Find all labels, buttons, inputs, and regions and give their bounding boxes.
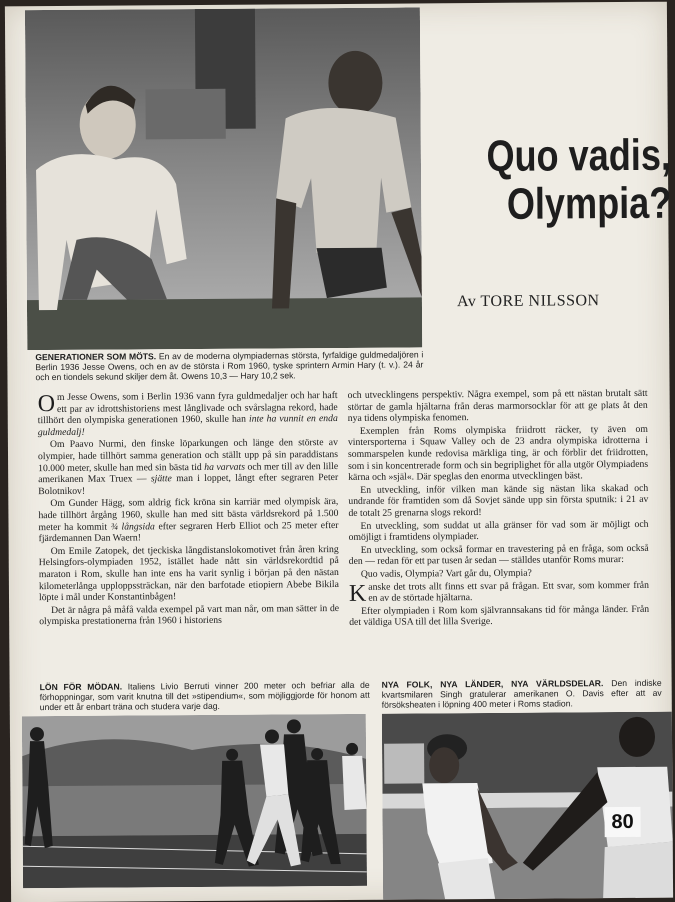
col1-p2-italic1: ha varvats [204, 461, 246, 473]
dropcap-k: K [348, 580, 367, 607]
photo-berruti-race-image [22, 714, 367, 888]
caption-right-text: Den indiske kvartsmilaren Singh gratulerar amerikanen O. Davis efter att av försöksheaten i löpning 400 meter i Roms stadion. [381, 677, 662, 711]
col1-p2-italic2: sjätte [150, 473, 172, 485]
col2-p2: Exemplen från Roms olympiska friidrott räcker, ty även om vintersporterna i Squaw Valley och de 23 andra olympiska idrotterna i sommarspelen kunde redovisa märkliga ting, är och förblir det friidrotten, som i sin koncentrerade form och sin begriplighet för alla utgör Olympiadens kärna och »själ«. Där speglas den enorma utvecklingen bäst. [347, 423, 649, 484]
caption-left-text: Italiens Livio Berruti vinner 200 meter och befriar alla de förhoppningar, som varit knutna till det »stipendium«, som möjliggjorde för honom att under ett år enbart träna och studera varje dag. [39, 679, 370, 713]
col2-p6: Quo vadis, Olympia? Vart går du, Olympia? [360, 567, 532, 580]
col2-p4: En utveckling, som suddat ut alla gränser för vad som är möjligt och omöjligt i framtidens olympiader. [348, 518, 649, 544]
dropcap-o: O [37, 390, 56, 418]
photo-berruti-race [22, 714, 367, 888]
photo-singh-davis-image [382, 712, 673, 900]
photo-singh-davis [382, 712, 673, 900]
text-column-2 [348, 388, 650, 630]
col2-p5: En utveckling, som också formar en travestering på en fråga, som också den — redan för ett par tusen år sedan — ställdes utanför Roms murar: [348, 542, 649, 568]
col1-p3-italic: ¾ långsida [110, 520, 155, 533]
caption-top-text: En av de moderna olympiadernas största, fyrfaldige guldmedaljören i Berlin 1936 Jesse Owens, och en av de största i Rom 1960, tyske sprintern Armin Hary (t. v.). 24 år och en tiondels sekund skiljer dem åt. Owens 10,3 — Hary 10,2 sek. [35, 349, 424, 383]
title-line-1: Quo vadis, [486, 130, 672, 181]
caption-left [40, 680, 370, 713]
article-title [482, 132, 671, 229]
byline: Av TORE NILSSON [456, 292, 600, 311]
col1-p2b: och mer till av den lille amerikanen Max Truex — [38, 460, 339, 486]
text-column-1 [38, 390, 340, 629]
photo-owens-hary-image [25, 7, 422, 350]
col1-p1-italic: inte ha vunnit en enda guldmedalj! [37, 413, 338, 438]
caption-top-label: GENERATIONER SOM MÖTS. [35, 351, 157, 363]
title-line-2: Olympia? [506, 178, 672, 229]
magazine-page [5, 2, 673, 902]
col1-p3a: Om Gunder Hägg, som aldrig fick kröna sin karriär med olympisk ära, hade tillhört årgång 1960, skulle han med sitt bästa världsrekord på 1.500 meter ha kommit [38, 496, 339, 533]
col1-p4: Om Emile Zatopek, det tjeckiska långdistanslokomotivet från åren kring Helsingfors-olympiaden 1952, istället hade nått sin världsrekordtid på maraton i Rom, skulle han inte ens ha varit synlig i början på den nästan kilometerlånga upploppssträckan, när den barfotade etiopiern Abebe Bikila löpte i mål under Konstantinbågen! [38, 543, 339, 604]
col1-p3b: efter segraren Herb Elliot och 25 meter efter fjärdemannen Dan Waern! [38, 519, 339, 545]
col1-p2a: Om Paavo Nurmi, den finske löparkungen och länge den störste av olympier, hade tillhört samma generation och ställt upp på sin paraddistans 10.000 meter, skulle han med sin bästa tid [37, 437, 339, 474]
photo-owens-hary [25, 7, 422, 350]
col1-p5: Det är några på måfå valda exempel på vart man når, om man sätter in de olympiska prestationerna från 1960 i historiens [39, 602, 340, 628]
caption-right-label: NYA FOLK, NYA LÄNDER, NYA VÄRLDSDELAR. [381, 678, 604, 690]
col1-p2c: man i loppet, långt efter segraren Peter Bolotnikov! [38, 472, 339, 497]
caption-right [382, 678, 662, 711]
col2-p3: En utveckling, inför vilken man kände sig nästan lika skakad och undrande för framtiden som då Sovjet sände upp sin första sputnik: i 21 av de totalt 25 grenarna slogs rekord! [348, 482, 649, 519]
col2-p8: Efter olympiaden i Rom kom självrannsakans tid för många länder. Från det väldiga USA till det lilla Sverige. [349, 603, 650, 629]
caption-top [35, 349, 423, 382]
col2-p1: och utvecklingens perspektiv. Några exempel, som på ett nästan brutalt sätt störtar de gamla hjältarna från deras marmorsocklar för att ge plats åt den nya tidens olympiska fenomen. [347, 387, 648, 425]
col2-p7: anske det trots allt finns ett svar på frågan. Ett svar, som kommer från en av de störtade hjältarna. [368, 579, 649, 604]
runner-bib-number: 80 [611, 810, 634, 834]
caption-left-label: LÖN FÖR MÖDAN. [39, 681, 123, 693]
col1-p1: m Jesse Owens, som i Berlin 1936 vann fyra guldmedaljer och har haft ett par av idrottshistoriens mest långlivade och svårslagna rekord, hade tillhört den olympiska generationen 1960, skulle han [37, 390, 338, 427]
